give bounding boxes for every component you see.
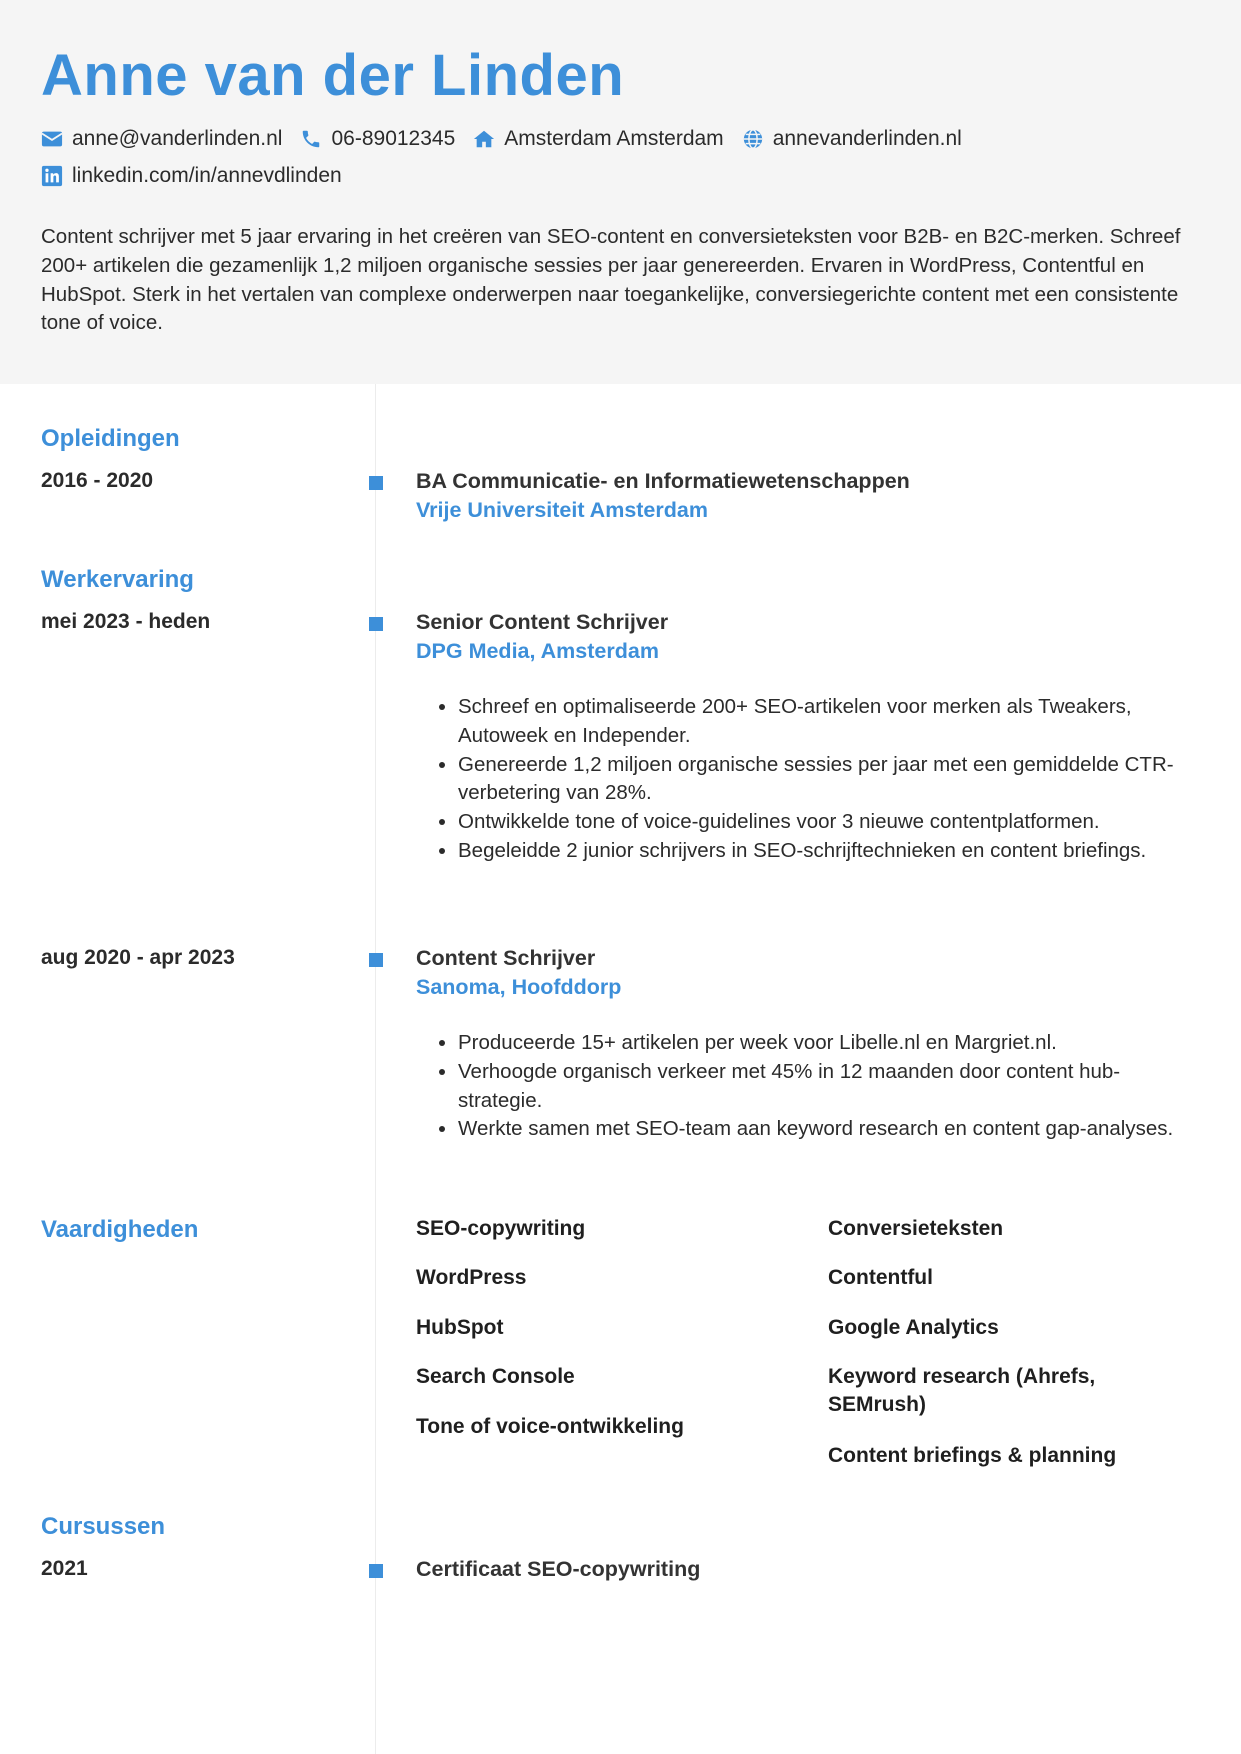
job-company: DPG Media, Amsterdam [416, 639, 659, 663]
linkedin-icon [41, 165, 63, 187]
contact-website[interactable] [742, 127, 962, 151]
section-title-skills: Vaardigheden [41, 1216, 199, 1243]
job-bullets [416, 693, 1191, 866]
education-institution: Vrije Universiteit Amsterdam [416, 498, 708, 522]
skill-item: Tone of voice-ontwikkeling [416, 1415, 684, 1438]
timeline-marker [369, 617, 383, 631]
section-title-courses: Cursussen [41, 1513, 166, 1540]
course-title: Certificaat SEO-copywriting [416, 1557, 701, 1581]
job-title: Senior Content Schrijver [416, 610, 669, 634]
skill-item: Search Console [416, 1365, 575, 1388]
job-title: Content Schrijver [416, 946, 596, 970]
website-text: annevanderlinden.nl [772, 127, 962, 150]
skill-item: HubSpot [416, 1316, 504, 1339]
contact-row-1 [41, 127, 980, 151]
job-company: Sanoma, Hoofddorp [416, 975, 622, 999]
location-text: Amsterdam Amsterdam [504, 127, 724, 150]
timeline-marker [369, 476, 383, 490]
bullet-item: • Schreef en optimaliseerde 200+ SEO-artikelen voor merken als Tweakers, Autoweek en Independer. [458, 693, 1191, 751]
bullet-item: • Produceerde 15+ artikelen per week voor Libelle.nl en Margriet.nl. [458, 1029, 1191, 1058]
experience-date: aug 2020 - apr 2023 [41, 946, 235, 969]
header-section [0, 0, 1241, 384]
timeline-marker [369, 1564, 383, 1578]
skill-item: Contentful [828, 1266, 933, 1289]
contact-linkedin[interactable] [41, 164, 342, 188]
skill-item: Content briefings & planning [828, 1444, 1117, 1467]
skill-item: Google Analytics [828, 1316, 999, 1339]
contact-location [473, 127, 723, 151]
globe-icon [742, 128, 764, 150]
timeline-marker [369, 953, 383, 967]
bullet-item: • Ontwikkelde tone of voice-guidelines voor 3 nieuwe contentplatformen. [458, 808, 1191, 837]
skill-item: WordPress [416, 1266, 527, 1289]
experience-date: mei 2023 - heden [41, 610, 211, 633]
job-bullets [416, 1029, 1191, 1144]
linkedin-text: linkedin.com/in/annevdlinden [72, 164, 342, 187]
contact-row-2 [41, 164, 360, 188]
bullet-item: • Verhoogde organisch verkeer met 45% in 12 maanden door content hub-strategie. [458, 1058, 1191, 1116]
education-date: 2016 - 2020 [41, 469, 154, 492]
phone-text: 06-89012345 [331, 127, 456, 150]
section-title-education: Opleidingen [41, 425, 180, 452]
timeline-divider [375, 384, 376, 1754]
bullet-item: • Genereerde 1,2 miljoen organische sessies per jaar met een gemiddelde CTR-verbetering van 28%. [458, 751, 1191, 809]
course-date: 2021 [41, 1557, 88, 1580]
bullet-item: • Werkte samen met SEO-team aan keyword research en content gap-analyses. [458, 1115, 1191, 1144]
skill-item: Keyword research (Ahrefs, SEMrush) [828, 1365, 1096, 1416]
candidate-name: Anne van der Linden [41, 43, 625, 108]
contact-email[interactable] [41, 127, 282, 151]
skill-item: SEO-copywriting [416, 1217, 586, 1240]
skill-item: Conversieteksten [828, 1217, 1004, 1240]
email-text: anne@vanderlinden.nl [72, 127, 283, 150]
phone-icon [300, 128, 322, 150]
contact-phone[interactable] [300, 127, 455, 151]
bullet-item: • Begeleidde 2 junior schrijvers in SEO-schrijftechnieken en content briefings. [458, 837, 1191, 866]
profile-summary: Content schrijver met 5 jaar ervaring in het creëren van SEO-content en conversieteksten voor B2B- en B2C-merken. Schreef 200+ artikelen die gezamenlijk 1,2 miljoen organische sessies per jaar genereerden. Ervaren in WordPress, Contentful en HubSpot. Sterk in het vertalen van complexe onderwerpen naar toegankelijke, conversiegerichte content met een consistente tone of voice. [41, 225, 1181, 335]
envelope-icon [41, 128, 63, 150]
section-title-experience: Werkervaring [41, 566, 194, 593]
home-icon [473, 128, 495, 150]
education-degree: BA Communicatie- en Informatiewetenschappen [416, 469, 910, 493]
